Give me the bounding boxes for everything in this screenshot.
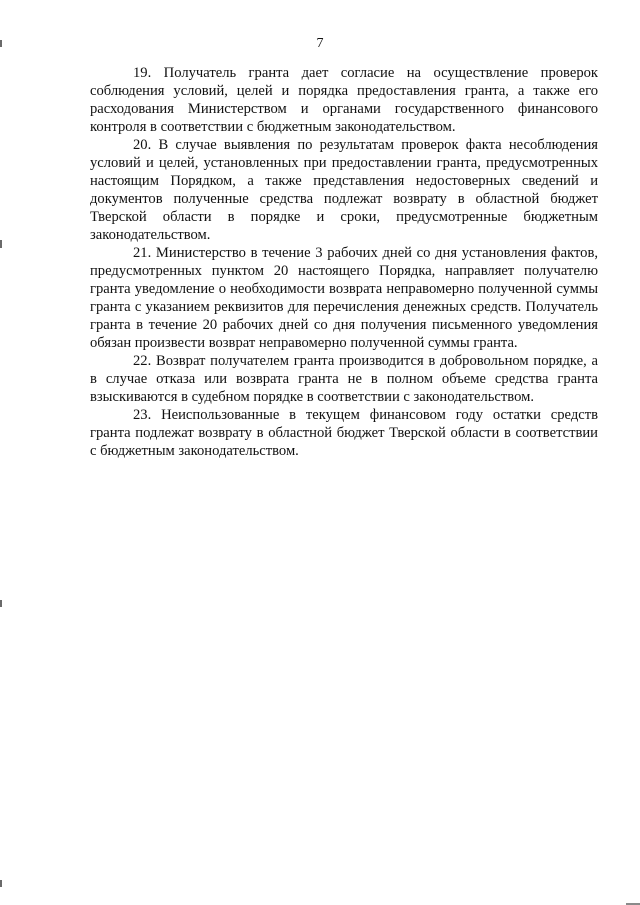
paragraph-21: 21. Министерство в течение 3 рабочих дней со дня установления фактов, предусмотренных пунктом 20 настоящего Порядка, направляет получателю гранта уведомление о необходимости возврата неправомерно полученной суммы гранта с указанием реквизитов для перечисления денежных средств. Получатель гранта в течение 20 рабочих дней со дня получения письменного уведомления обязан произвести возврат неправомерно полученной суммы гранта. bbox=[90, 245, 598, 351]
paragraph-20: 20. В случае выявления по результатам проверок факта несоблюдения условий и целей, установленных при предоставлении гранта, предусмотренных настоящим Порядком, а также представления недостоверных сведений и документов полученные средства подлежат возврату в областной бюджет Тверской области в порядке и сроки, предусмотренные бюджетным законодательством. bbox=[90, 137, 598, 243]
scan-edge-mark bbox=[0, 600, 2, 607]
scan-edge-mark bbox=[0, 240, 2, 248]
paragraph-19: 19. Получатель гранта дает согласие на осуществление проверок соблюдения условий, целей и порядка предоставления гранта, а также его расходования Министерством и органами государственного финансового контроля в соответствии с бюджетным законодательством. bbox=[90, 65, 598, 135]
paragraph-23: 23. Неиспользованные в текущем финансовом году остатки средств гранта подлежат возврату в областной бюджет Тверской области в соответствии с бюджетным законодательством. bbox=[90, 407, 598, 459]
scan-edge-mark bbox=[0, 880, 2, 887]
document-body bbox=[90, 64, 598, 460]
paragraph-22: 22. Возврат получателем гранта производится в добровольном порядке, а в случае отказа или возврата гранта не в полном объеме средства гранта взыскиваются в судебном порядке в соответствии с законодательством. bbox=[90, 353, 598, 405]
page-number: 7 bbox=[316, 36, 324, 51]
